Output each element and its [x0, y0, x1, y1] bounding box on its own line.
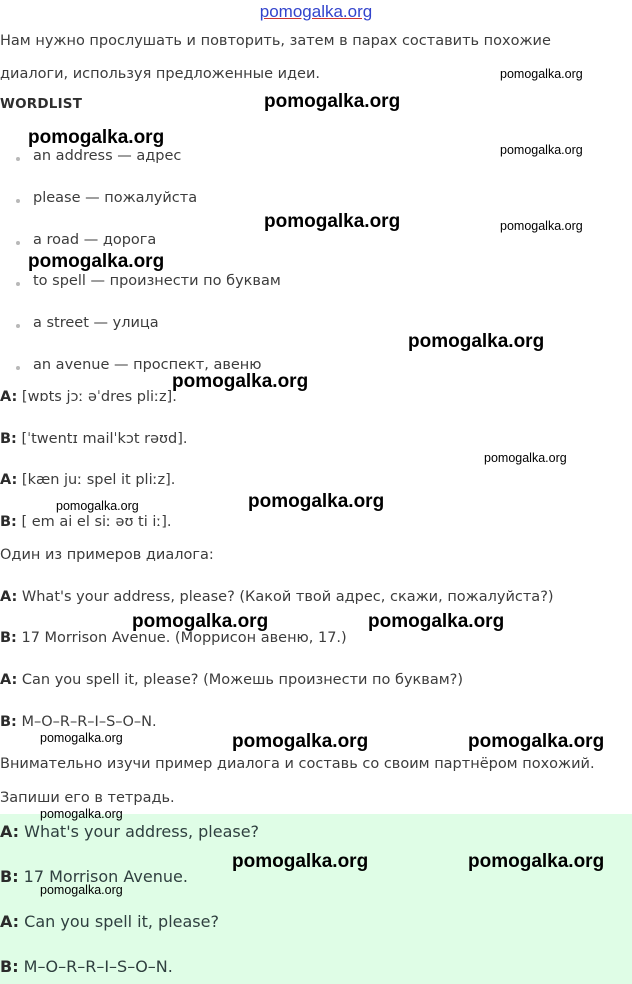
speaker-label: A:: [0, 589, 18, 605]
watermark: pomogalka.org: [368, 611, 505, 632]
watermark: pomogalka.org: [408, 331, 545, 352]
speaker-label: B:: [0, 957, 19, 976]
transcription-line: [0, 472, 175, 488]
watermark: pomogalka.org: [500, 67, 583, 81]
wordlist-item: a road — дорога: [33, 232, 157, 248]
watermark: pomogalka.org: [40, 731, 123, 745]
answer-dialog-line: [0, 957, 173, 976]
dialog-text: Can you spell it, please? (Можешь произнести по буквам?): [17, 672, 464, 688]
transcription-line: [0, 389, 177, 405]
bullet-icon: [16, 241, 20, 245]
bullet-icon: [16, 366, 20, 370]
watermark: pomogalka.org: [500, 219, 583, 233]
watermark: pomogalka.org: [172, 371, 309, 392]
dialog-text: 17 Morrison Avenue. (Моррисон авеню, 17.): [16, 630, 347, 646]
watermark: pomogalka.org: [264, 211, 401, 232]
dialog-text: What's your address, please? (Какой твой адрес, скажи, пожалуйста?): [17, 589, 554, 605]
dialog-text: What's your address, please?: [19, 822, 260, 841]
dialog-text: M–O–R–R–I–S–O–N.: [16, 714, 157, 730]
example-dialog-line: [0, 714, 157, 730]
wordlist-item: a street — улица: [33, 315, 159, 331]
example-intro: Один из примеров диалога:: [0, 547, 214, 563]
dialog-text: Can you spell it, please?: [19, 912, 219, 931]
watermark: pomogalka.org: [28, 251, 165, 272]
example-dialog-line: [0, 672, 463, 688]
watermark: pomogalka.org: [264, 91, 401, 112]
bullet-icon: [16, 157, 20, 161]
speaker-label: A:: [0, 822, 20, 841]
wordlist-item: an address — адрес: [33, 148, 182, 164]
speaker-label: A:: [0, 389, 18, 405]
instruction-line-1: Внимательно изучи пример диалога и составь со своим партнёром похожий.: [0, 756, 595, 772]
transcription-line: [0, 431, 187, 447]
wordlist-item: an avenue — проспект, авеню: [33, 357, 262, 373]
intro-line-2: диалоги, используя предложенные идеи.: [0, 66, 321, 82]
watermark: pomogalka.org: [468, 731, 605, 752]
watermark: pomogalka.org: [40, 807, 123, 821]
speaker-label: B:: [0, 714, 17, 730]
wordlist-item: please — пожалуйста: [33, 190, 198, 206]
watermark: pomogalka.org: [484, 451, 567, 465]
bullet-icon: [16, 199, 20, 203]
dialog-text: 17 Morrison Avenue.: [18, 867, 188, 886]
speaker-label: B:: [0, 630, 17, 646]
watermark: pomogalka.org: [40, 883, 123, 897]
watermark: pomogalka.org: [28, 127, 165, 148]
watermark: pomogalka.org: [468, 851, 605, 872]
watermark: pomogalka.org: [232, 851, 369, 872]
wordlist-item: to spell — произнести по буквам: [33, 273, 281, 289]
speaker-label: B:: [0, 431, 17, 447]
example-dialog-line: [0, 589, 554, 605]
speaker-label: B:: [0, 867, 19, 886]
bullet-icon: [16, 282, 20, 286]
answer-dialog-line: [0, 822, 259, 841]
bullet-icon: [16, 324, 20, 328]
transcription-text: [wɒts jɔː əˈdres pliːz].: [17, 389, 177, 405]
watermark: pomogalka.org: [500, 143, 583, 157]
transcription-text: [ˈtwentɪ mailˈkɔt rəʊd].: [16, 431, 188, 447]
intro-line-1: Нам нужно прослушать и повторить, затем в парах составить похожие: [0, 33, 551, 49]
wordlist-heading: WORDLIST: [0, 96, 83, 112]
speaker-label: A:: [0, 472, 18, 488]
transcription-text: [kæn juː spel it pliːz].: [17, 472, 176, 488]
transcription-line: [0, 514, 172, 530]
watermark: pomogalka.org: [132, 611, 269, 632]
watermark: pomogalka.org: [232, 731, 369, 752]
speaker-label: B:: [0, 514, 17, 530]
watermark: pomogalka.org: [56, 499, 139, 513]
speaker-label: A:: [0, 672, 18, 688]
instruction-line-2: Запиши его в тетрадь.: [0, 790, 175, 806]
dialog-text: M–O–R–R–I–S–O–N.: [18, 957, 173, 976]
speaker-label: A:: [0, 912, 20, 931]
answer-dialog-line: [0, 912, 219, 931]
watermark: pomogalka.org: [248, 491, 385, 512]
transcription-text: [ em ai el siː əʊ ti iː].: [16, 514, 172, 530]
site-title[interactable]: pomogalka.org: [259, 2, 373, 21]
